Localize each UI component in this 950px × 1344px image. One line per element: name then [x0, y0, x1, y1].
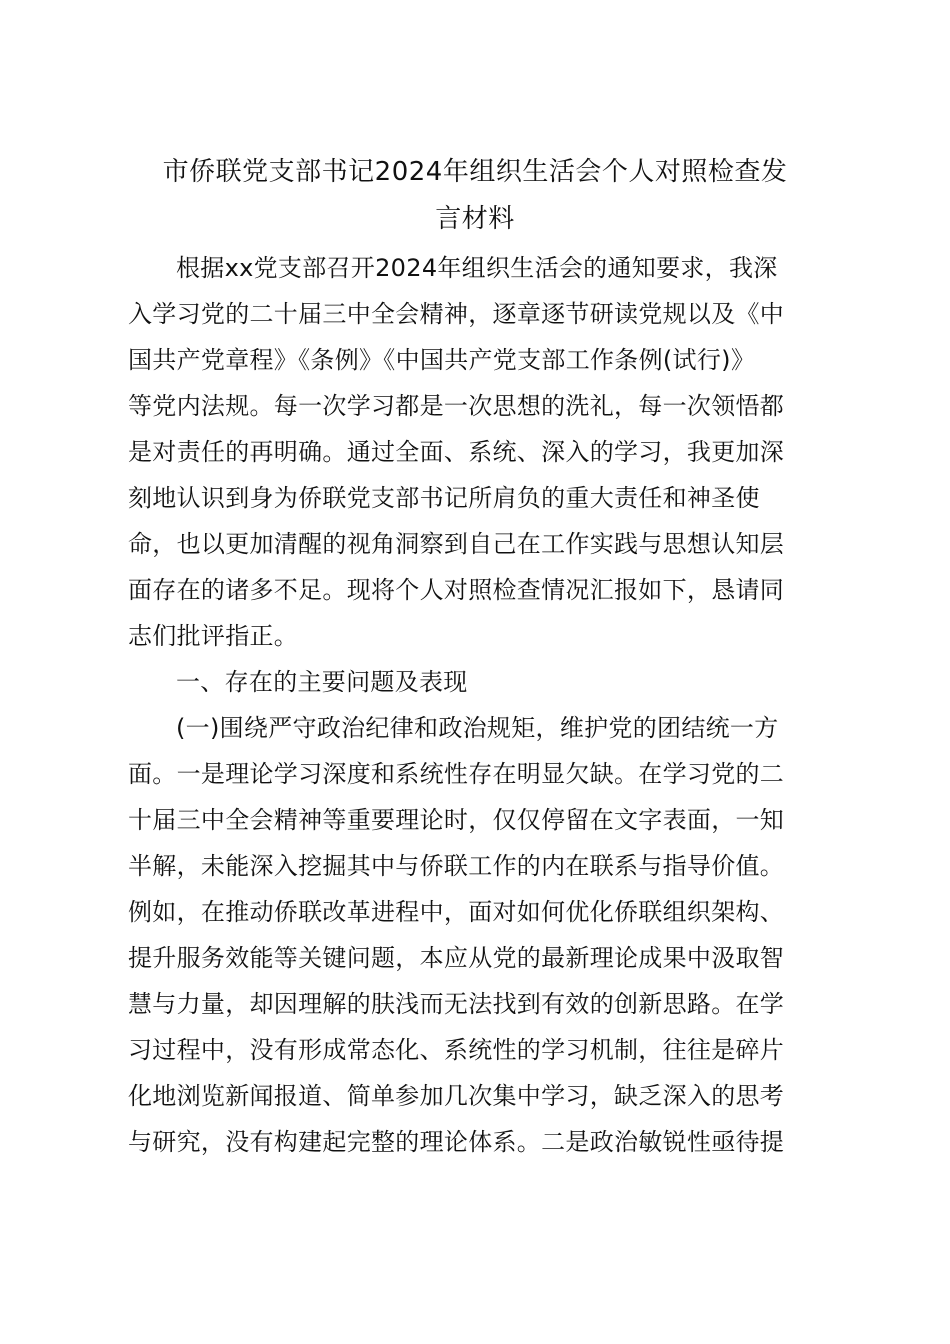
body-line: 刻地认识到身为侨联党支部书记所肩负的重大责任和神圣使 [128, 484, 760, 512]
document-title-line-1: 市侨联党支部书记2024年组织生活会个人对照检查发 [162, 157, 788, 187]
body-line: 是对责任的再明确。通过全面、系统、深入的学习，我更加深 [128, 438, 785, 466]
body-line: 面存在的诸多不足。现将个人对照检查情况汇报如下，恳请同 [128, 576, 785, 604]
body-line: 志们批评指正。 [128, 622, 299, 650]
body-line: 与研究，没有构建起完整的理论体系。二是政治敏锐性亟待提 [128, 1128, 785, 1156]
body-line: 例如，在推动侨联改革进程中，面对如何优化侨联组织架构、 [128, 898, 785, 926]
section-heading: 一、存在的主要问题及表现 [176, 668, 468, 696]
body-line: 十届三中全会精神等重要理论时，仅仅停留在文字表面，一知 [128, 806, 785, 834]
document-title-line-2: 言材料 [435, 204, 515, 234]
body-line: 慧与力量，却因理解的肤浅而无法找到有效的创新思路。在学 [128, 990, 785, 1018]
body-line: 国共产党章程》《条例》《中国共产党支部工作条例(试行)》 [128, 346, 756, 374]
body-line: 命，也以更加清醒的视角洞察到自己在工作实践与思想认知层 [128, 530, 785, 558]
body-line: (一)围绕严守政治纪律和政治规矩，维护党的团结统一方 [176, 714, 779, 742]
body-line: 化地浏览新闻报道、简单参加几次集中学习，缺乏深入的思考 [128, 1082, 785, 1110]
body-line: 根据xx党支部召开2024年组织生活会的通知要求，我深 [176, 254, 778, 282]
body-line: 等党内法规。每一次学习都是一次思想的洗礼，每一次领悟都 [128, 392, 785, 420]
body-line: 半解，未能深入挖掘其中与侨联工作的内在联系与指导价值。 [128, 852, 785, 880]
body-line: 入学习党的二十届三中全会精神，逐章逐节研读党规以及《中 [128, 300, 785, 328]
body-line: 提升服务效能等关键问题，本应从党的最新理论成果中汲取智 [128, 944, 785, 972]
body-line: 习过程中，没有形成常态化、系统性的学习机制，往往是碎片 [128, 1036, 785, 1064]
body-line: 面。一是理论学习深度和系统性存在明显欠缺。在学习党的二 [128, 760, 785, 788]
